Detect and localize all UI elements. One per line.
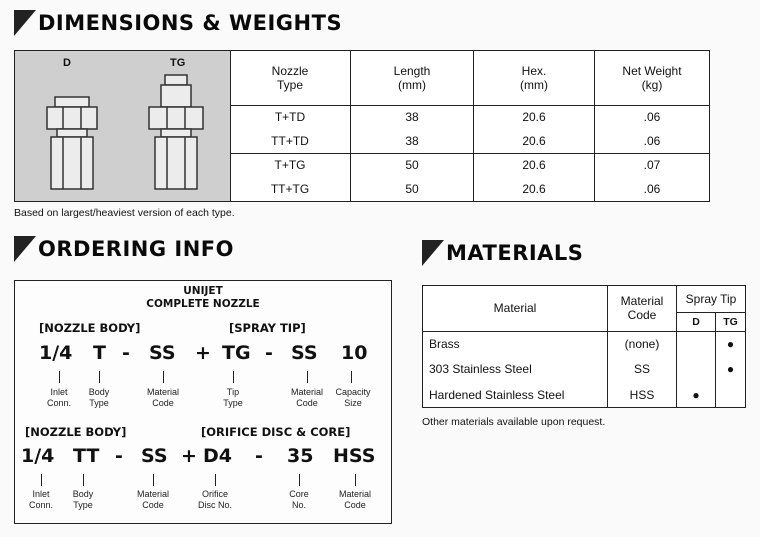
nozzle-d-drawing-icon	[33, 79, 113, 199]
code-tip-material: SS	[291, 342, 318, 364]
heading-triangle-icon	[14, 10, 36, 36]
header-tg: TG	[716, 312, 746, 331]
dimensions-panel	[14, 50, 710, 202]
group-spray-tip: [SPRAY TIP]	[229, 321, 306, 335]
code-material-1: SS	[149, 342, 176, 364]
label-core-no: Core No.	[289, 489, 309, 510]
table-row: T+TG 50 20.6 .07	[230, 153, 709, 177]
header-material: Material	[423, 286, 608, 332]
header-hex: Hex. (mm)	[520, 63, 548, 92]
label-tip-material-code: Material Code	[290, 387, 323, 408]
table-row: 303 Stainless Steel SS ●	[423, 357, 746, 382]
code-tip-type: TG	[222, 342, 251, 364]
materials-table	[422, 285, 746, 408]
header-material-code: Material Code	[608, 286, 677, 332]
code-body-type-2: TT	[73, 445, 100, 467]
dimensions-table	[230, 51, 709, 201]
label-body-type-2: Body Type	[72, 489, 94, 510]
materials-header-row	[423, 286, 746, 313]
ordering-box-title: UNIJET COMPLETE NOZZLE	[146, 285, 260, 310]
code-dash-2: -	[265, 342, 273, 364]
header-d: D	[677, 312, 716, 331]
dimensions-heading	[14, 10, 342, 36]
header-nozzle-type: Nozzle Type	[271, 63, 309, 92]
heading-triangle-icon	[422, 240, 444, 266]
label-capacity-size: Capacity Size	[335, 387, 371, 408]
header-length: Length (mm)	[393, 63, 431, 92]
nozzle-images	[15, 51, 231, 201]
image-label-tg: TG	[170, 57, 186, 69]
code-capacity: 10	[341, 342, 368, 364]
label-body-type-1: Body Type	[88, 387, 110, 408]
label-inlet-conn-1: Inlet Conn.	[46, 387, 72, 408]
code-inlet-1: 1/4	[39, 342, 73, 364]
table-row: T+TD 38 20.6 .06	[230, 105, 709, 129]
dimensions-header-row	[230, 51, 709, 105]
materials-title: MATERIALS	[446, 241, 584, 265]
table-row: TT+TD 38 20.6 .06	[230, 129, 709, 153]
label-inlet-conn-2: Inlet Conn.	[28, 489, 54, 510]
ordering-box	[14, 280, 392, 524]
header-net-weight: Net Weight (kg)	[622, 63, 682, 92]
code-material-2: SS	[141, 445, 168, 467]
group-orifice-disc-core: [ORIFICE DISC & CORE]	[201, 425, 351, 439]
nozzle-tg-drawing-icon	[137, 71, 217, 199]
code-inlet-2: 1/4	[21, 445, 55, 467]
label-material-code-2: Material Code	[136, 489, 169, 510]
materials-note: Other materials available upon request.	[422, 416, 606, 428]
code-material-3: HSS	[333, 445, 376, 467]
heading-triangle-icon	[14, 236, 36, 262]
code-core-no: 35	[287, 445, 314, 467]
ordering-title: ORDERING INFO	[38, 237, 234, 261]
code-body-type-1: T	[93, 342, 106, 364]
materials-heading	[422, 240, 583, 266]
code-plus-1: +	[195, 342, 211, 364]
code-orifice-disc: D4	[203, 445, 232, 467]
label-tip-type: Tip Type	[223, 387, 243, 408]
dimensions-note: Based on largest/heaviest version of each type.	[14, 207, 235, 219]
table-row: Hardened Stainless Steel HSS ●	[423, 382, 746, 407]
code-dash-1: -	[122, 342, 130, 364]
ordering-heading	[14, 236, 234, 262]
dimensions-title: DIMENSIONS & WEIGHTS	[38, 11, 343, 35]
label-material-code-3: Material Code	[338, 489, 371, 510]
table-row: Brass (none) ●	[423, 331, 746, 356]
group-nozzle-body-2: [NOZZLE BODY]	[25, 425, 127, 439]
label-material-code-1: Material Code	[146, 387, 179, 408]
label-orifice-disc-no: Orifice Disc No.	[197, 489, 232, 510]
code-dash-4: -	[255, 445, 263, 467]
table-row: TT+TG 50 20.6 .06	[230, 177, 709, 201]
code-dash-3: -	[115, 445, 123, 467]
code-plus-2: +	[181, 445, 197, 467]
group-nozzle-body-1: [NOZZLE BODY]	[39, 321, 141, 335]
image-label-d: D	[63, 57, 71, 69]
header-spray-tip: Spray Tip	[677, 286, 746, 313]
